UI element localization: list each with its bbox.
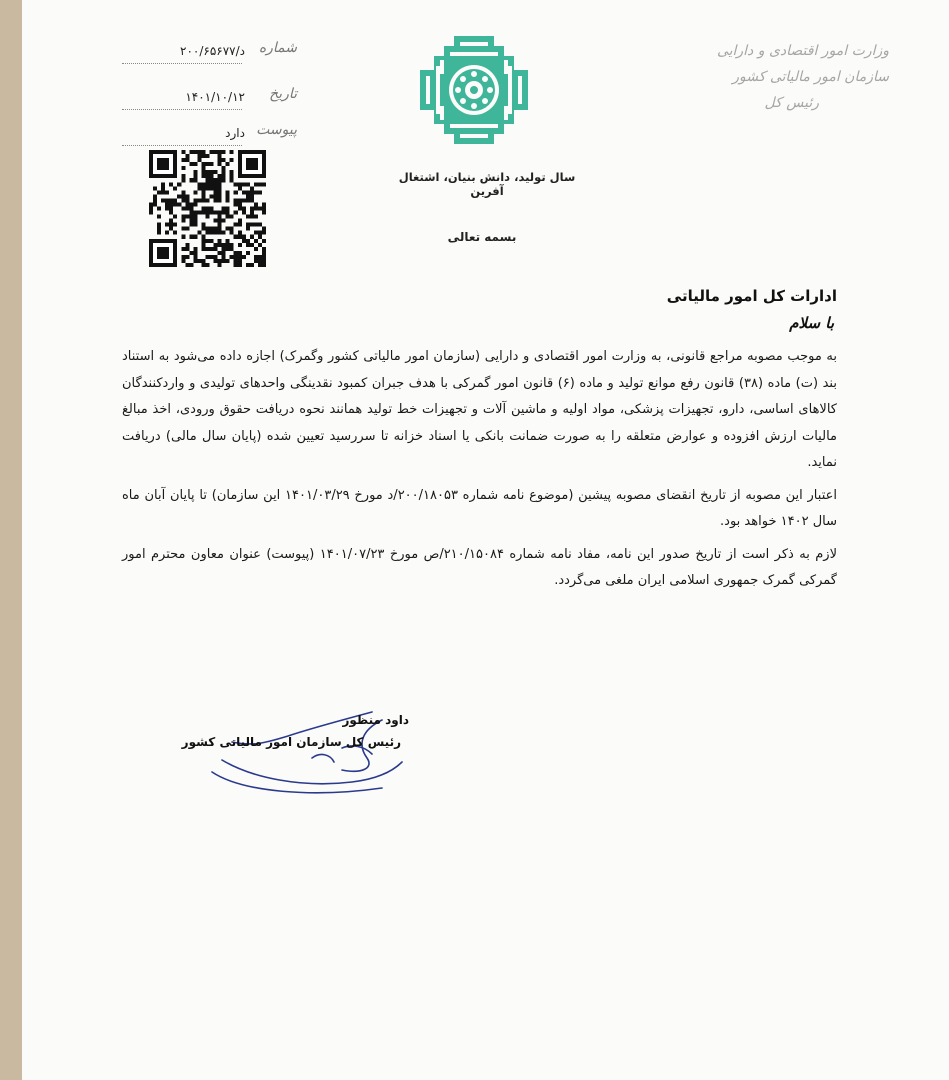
letter-attachment-label: پیوست (256, 122, 297, 138)
letter-body (122, 344, 837, 601)
signer-title: رئیس کل سازمان امور مالیاتی کشور (181, 735, 401, 749)
letter-attachment-value: دارد (225, 126, 245, 140)
letter-date-value: ۱۴۰۱/۱۰/۱۲ (185, 90, 245, 104)
qr-code (149, 150, 266, 267)
letter-attachment-row (122, 122, 297, 146)
letter-number-value: د/۲۰۰/۶۵۶۷۷ (180, 44, 245, 58)
letter-number-row (122, 40, 297, 64)
body-paragraph-2: اعتبار این مصوبه از تاریخ انقضای مصوبه پیشین (موضوع نامه شماره ۲۰۰/۱۸۰۵۳/د مورخ ۱۴۰۱/۰۳/۲۹ این سازمان) تا پایان آبان ماه سال ۱۴۰۲ خواهد بود. (122, 487, 837, 529)
signer-name: داود منظور (342, 713, 409, 727)
tax-organization-emblem-icon (420, 36, 528, 144)
letter-number-label: شماره (258, 40, 297, 56)
recipient-heading: ادارات کل امور مالیاتی (666, 287, 837, 305)
year-slogan: سال تولید، دانش بنیان، اشتغال آفرین (398, 170, 576, 198)
ministry-header (669, 38, 889, 116)
bismillah-heading: بسمه تعالی (447, 230, 517, 244)
letter-date-row (122, 86, 297, 110)
letter-date-label: تاریخ (269, 86, 297, 102)
body-paragraph-1: به موجب مصوبه مراجع قانونی، به وزارت امور اقتصادی و دارایی (سازمان امور مالیاتی کشور وگمرک) اجازه داده می‌شود به استناد بند (ت) ماده (۳۸) قانون رفع موانع تولید و ماده (۶) قانون امور گمرکی با هدف جبران کمبود نقدینگی واحدهای تولیدی و واردکنندگان کالاهای اساسی، دارو، تجهیزات پزشکی، مواد اولیه و ماشین آلات و تجهیزات خط تولید همانند نحوه دریافت حقوق ورودی، اخذ مبالغ مالیات ارزش افزوده و عوارض متعلقه را به صورت ضمانت بانکی یا اسناد خزانه تا سررسید تعیین شده (پایان سال مالی) دریافت نماید. (122, 349, 837, 470)
greeting: با سلام (789, 314, 834, 332)
body-paragraph-3: لازم به ذکر است از تاریخ صدور این نامه، مفاد نامه شماره ۲۱۰/۱۵۰۸۴/ص مورخ ۱۴۰۱/۰۷/۲۳ (پیوست) عنوان معاون محترم امور گمرکی گمرک جمهوری اسلامی ایران ملغی می‌گردد. (122, 546, 837, 588)
ministry-line-1: وزارت امور اقتصادی و دارایی (716, 43, 889, 59)
ministry-line-2: سازمان امور مالیاتی کشور (732, 69, 889, 85)
letter-page (22, 0, 949, 1080)
ministry-line-3: رئیس کل (764, 95, 819, 111)
